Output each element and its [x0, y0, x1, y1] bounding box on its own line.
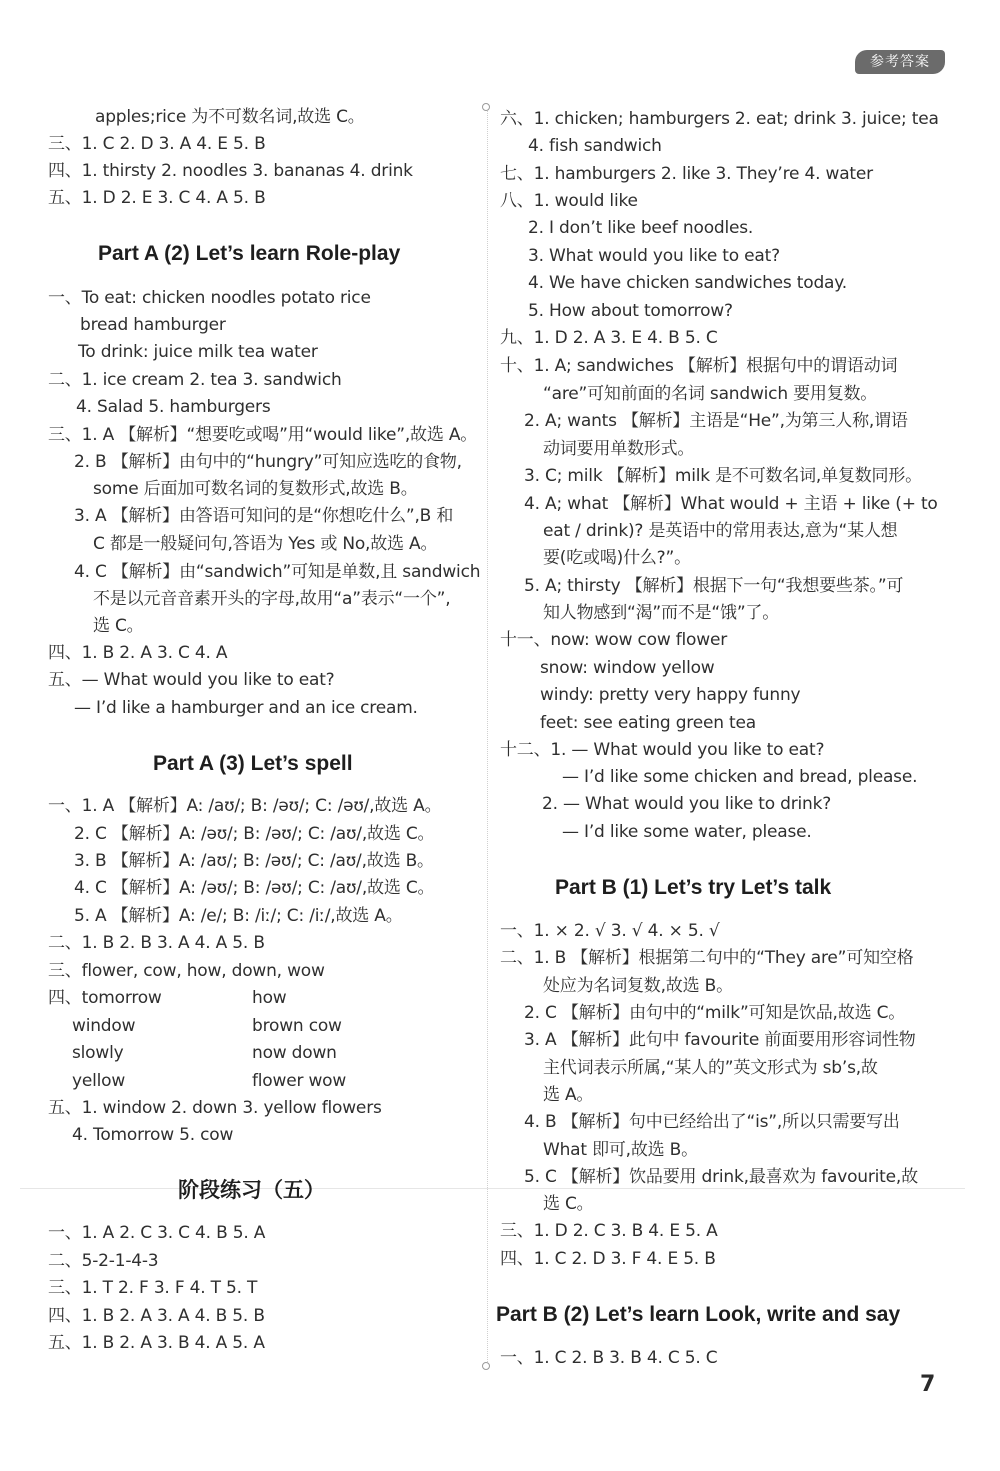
section-heading: Part A (3) Let’s spell: [153, 752, 353, 775]
answer-line: feet: see eating green tea: [540, 713, 756, 733]
answer-line: 动词要用单数形式。: [543, 439, 695, 459]
answer-line: 五、— What would you like to eat?: [48, 670, 335, 690]
answer-line: 3. A 【解析】此句中 favourite 前面要用形容词性物: [524, 1030, 916, 1050]
answer-line: bread hamburger: [80, 315, 226, 335]
answer-line: 3. C; milk 【解析】milk 是不可数名词,单复数同形。: [524, 466, 922, 486]
answer-line: 三、1. D 2. C 3. B 4. E 5. A: [500, 1221, 718, 1241]
section-heading: Part B (2) Let’s learn Look, write and say: [496, 1303, 901, 1326]
answer-line: how: [252, 988, 287, 1008]
answer-line: 六、1. chicken; hamburgers 2. eat; drink 3. juice; tea: [500, 109, 939, 129]
answer-line: “are”可知前面的名词 sandwich 要用复数。: [543, 384, 878, 404]
answer-line: 选 A。: [543, 1085, 594, 1105]
answer-line: 五、1. D 2. E 3. C 4. A 5. B: [48, 188, 266, 208]
answer-line: — I’d like a hamburger and an ice cream.: [74, 698, 418, 718]
answer-line: 知人物感到“渴”而不是“饿”了。: [543, 603, 780, 623]
answer-line: 要(吃或喝)什么?”。: [543, 548, 691, 568]
answer-line: eat / drink)? 是英语中的常用表达,意为“某人想: [543, 521, 898, 541]
answer-line: 5. A; thirsty 【解析】根据下一句“我想要些茶。”可: [524, 576, 904, 596]
section-rule: [20, 1188, 965, 1189]
answer-line: 七、1. hamburgers 2. like 3. They’re 4. water: [500, 164, 873, 184]
answer-line: 四、1. B 2. A 3. C 4. A: [48, 643, 228, 663]
column-divider: [487, 106, 489, 1364]
answer-line: 2. — What would you like to drink?: [542, 794, 832, 814]
answer-line: yellow: [72, 1071, 126, 1091]
divider-dot-top: [482, 103, 490, 111]
answer-line: flower wow: [252, 1071, 347, 1091]
answer-line: 2. I don’t like beef noodles.: [528, 218, 754, 238]
answer-line: 二、1. B 【解析】根据第二句中的“They are”可知空格: [500, 948, 914, 968]
answer-line: 4. C 【解析】A: /əʊ/; B: /əʊ/; C: /aʊ/,故选 C。: [74, 878, 435, 898]
answer-line: C 都是一般疑问句,答语为 Yes 或 No,故选 A。: [93, 534, 438, 554]
answer-line: 十二、1. — What would you like to eat?: [500, 740, 825, 760]
section-heading: Part A (2) Let’s learn Role-play: [98, 242, 401, 265]
answer-line: snow: window yellow: [540, 658, 715, 678]
answer-line: 四、1. thirsty 2. noodles 3. bananas 4. drink: [48, 161, 413, 181]
divider-dot-bottom: [482, 1362, 490, 1370]
answer-line: 2. C 【解析】A: /əʊ/; B: /əʊ/; C: /aʊ/,故选 C。: [74, 824, 435, 844]
answer-line: brown cow: [252, 1016, 342, 1036]
answer-line: 选 C。: [543, 1194, 594, 1214]
answer-line: now down: [252, 1043, 337, 1063]
answer-line: 2. B 【解析】由句中的“hungry”可知应选吃的食物,: [74, 452, 462, 472]
answer-line: 4. A; what 【解析】What would + 主语 + like (+ to: [524, 494, 938, 514]
answer-line: 3. What would you like to eat?: [528, 246, 780, 266]
answer-line: 2. C 【解析】由句中的“milk”可知是饮品,故选 C。: [524, 1003, 906, 1023]
answer-line: 4. Salad 5. hamburgers: [76, 397, 271, 417]
answer-line: 3. B 【解析】A: /aʊ/; B: /əʊ/; C: /aʊ/,故选 B。: [74, 851, 434, 871]
answer-line: apples;rice 为不可数名词,故选 C。: [95, 107, 365, 127]
answer-line: 二、1. ice cream 2. tea 3. sandwich: [48, 370, 342, 390]
answer-line: window: [72, 1016, 136, 1036]
section-heading: 阶段练习（五）: [178, 1179, 325, 1202]
answer-line: 五、1. B 2. A 3. B 4. A 5. A: [48, 1333, 265, 1353]
answer-line: 四、tomorrow: [48, 988, 162, 1008]
answer-line: 一、1. C 2. B 3. B 4. C 5. C: [500, 1348, 718, 1368]
answer-line: 一、1. A 2. C 3. C 4. B 5. A: [48, 1223, 266, 1243]
section-heading: Part B (1) Let’s try Let’s talk: [555, 876, 832, 899]
answer-line: 5. C 【解析】饮品要用 drink,最喜欢为 favourite,故: [524, 1167, 918, 1187]
answer-line: some 后面加可数名词的复数形式,故选 B。: [93, 479, 418, 499]
answer-line: 2. A; wants 【解析】主语是“He”,为第三人称,谓语: [524, 411, 908, 431]
page-number: 7: [920, 1372, 936, 1397]
answer-line: 一、1. × 2. √ 3. √ 4. × 5. √: [500, 921, 720, 941]
answer-line: — I’d like some chicken and bread, please.: [562, 767, 918, 787]
answer-line: 选 C。: [93, 616, 144, 636]
answer-line: 4. C 【解析】由“sandwich”可知是单数,且 sandwich: [74, 562, 481, 582]
answer-line: 三、flower, cow, how, down, wow: [48, 961, 325, 981]
answer-line: 三、1. A 【解析】“想要吃或喝”用“would like”,故选 A。: [48, 425, 478, 445]
answer-line: 五、1. window 2. down 3. yellow flowers: [48, 1098, 382, 1118]
answer-line: 3. A 【解析】由答语可知问的是“你想吃什么”,B 和: [74, 506, 454, 526]
answer-line: 5. How about tomorrow?: [528, 301, 733, 321]
answer-line: 二、5-2-1-4-3: [48, 1251, 159, 1271]
answer-line: — I’d like some water, please.: [562, 822, 812, 842]
answer-line: 主代词表示所属,“某人的”英文形式为 sb’s,故: [543, 1058, 878, 1078]
answer-line: 一、1. A 【解析】A: /aʊ/; B: /əʊ/; C: /əʊ/,故选 A。: [48, 796, 442, 816]
answer-line: windy: pretty very happy funny: [540, 685, 801, 705]
answer-line: 5. A 【解析】A: /e/; B: /iː/; C: /iː/,故选 A。: [74, 906, 403, 926]
answer-line: 八、1. would like: [500, 191, 638, 211]
answer-line: 二、1. B 2. B 3. A 4. A 5. B: [48, 933, 265, 953]
answer-line: What 即可,故选 B。: [543, 1140, 698, 1160]
answer-line: 四、1. B 2. A 3. A 4. B 5. B: [48, 1306, 265, 1326]
answer-line: To drink: juice milk tea water: [78, 342, 318, 362]
answer-line: 十、1. A; sandwiches 【解析】根据句中的谓语动词: [500, 356, 898, 376]
answer-line: 一、To eat: chicken noodles potato rice: [48, 288, 371, 308]
answer-key-badge: 参考答案: [855, 50, 945, 74]
answer-line: 4. fish sandwich: [528, 136, 662, 156]
answer-line: 4. B 【解析】句中已经给出了“is”,所以只需要写出: [524, 1112, 900, 1132]
answer-line: 九、1. D 2. A 3. E 4. B 5. C: [500, 328, 718, 348]
answer-line: slowly: [72, 1043, 124, 1063]
answer-line: 4. Tomorrow 5. cow: [72, 1125, 234, 1145]
answer-line: 四、1. C 2. D 3. F 4. E 5. B: [500, 1249, 716, 1269]
answer-line: 十一、now: wow cow flower: [500, 630, 728, 650]
answer-line: 三、1. C 2. D 3. A 4. E 5. B: [48, 134, 266, 154]
answer-line: 不是以元音音素开头的字母,故用“a”表示“一个”,: [93, 589, 451, 609]
answer-line: 三、1. T 2. F 3. F 4. T 5. T: [48, 1278, 258, 1298]
answer-line: 处应为名词复数,故选 B。: [543, 976, 733, 996]
answer-line: 4. We have chicken sandwiches today.: [528, 273, 847, 293]
